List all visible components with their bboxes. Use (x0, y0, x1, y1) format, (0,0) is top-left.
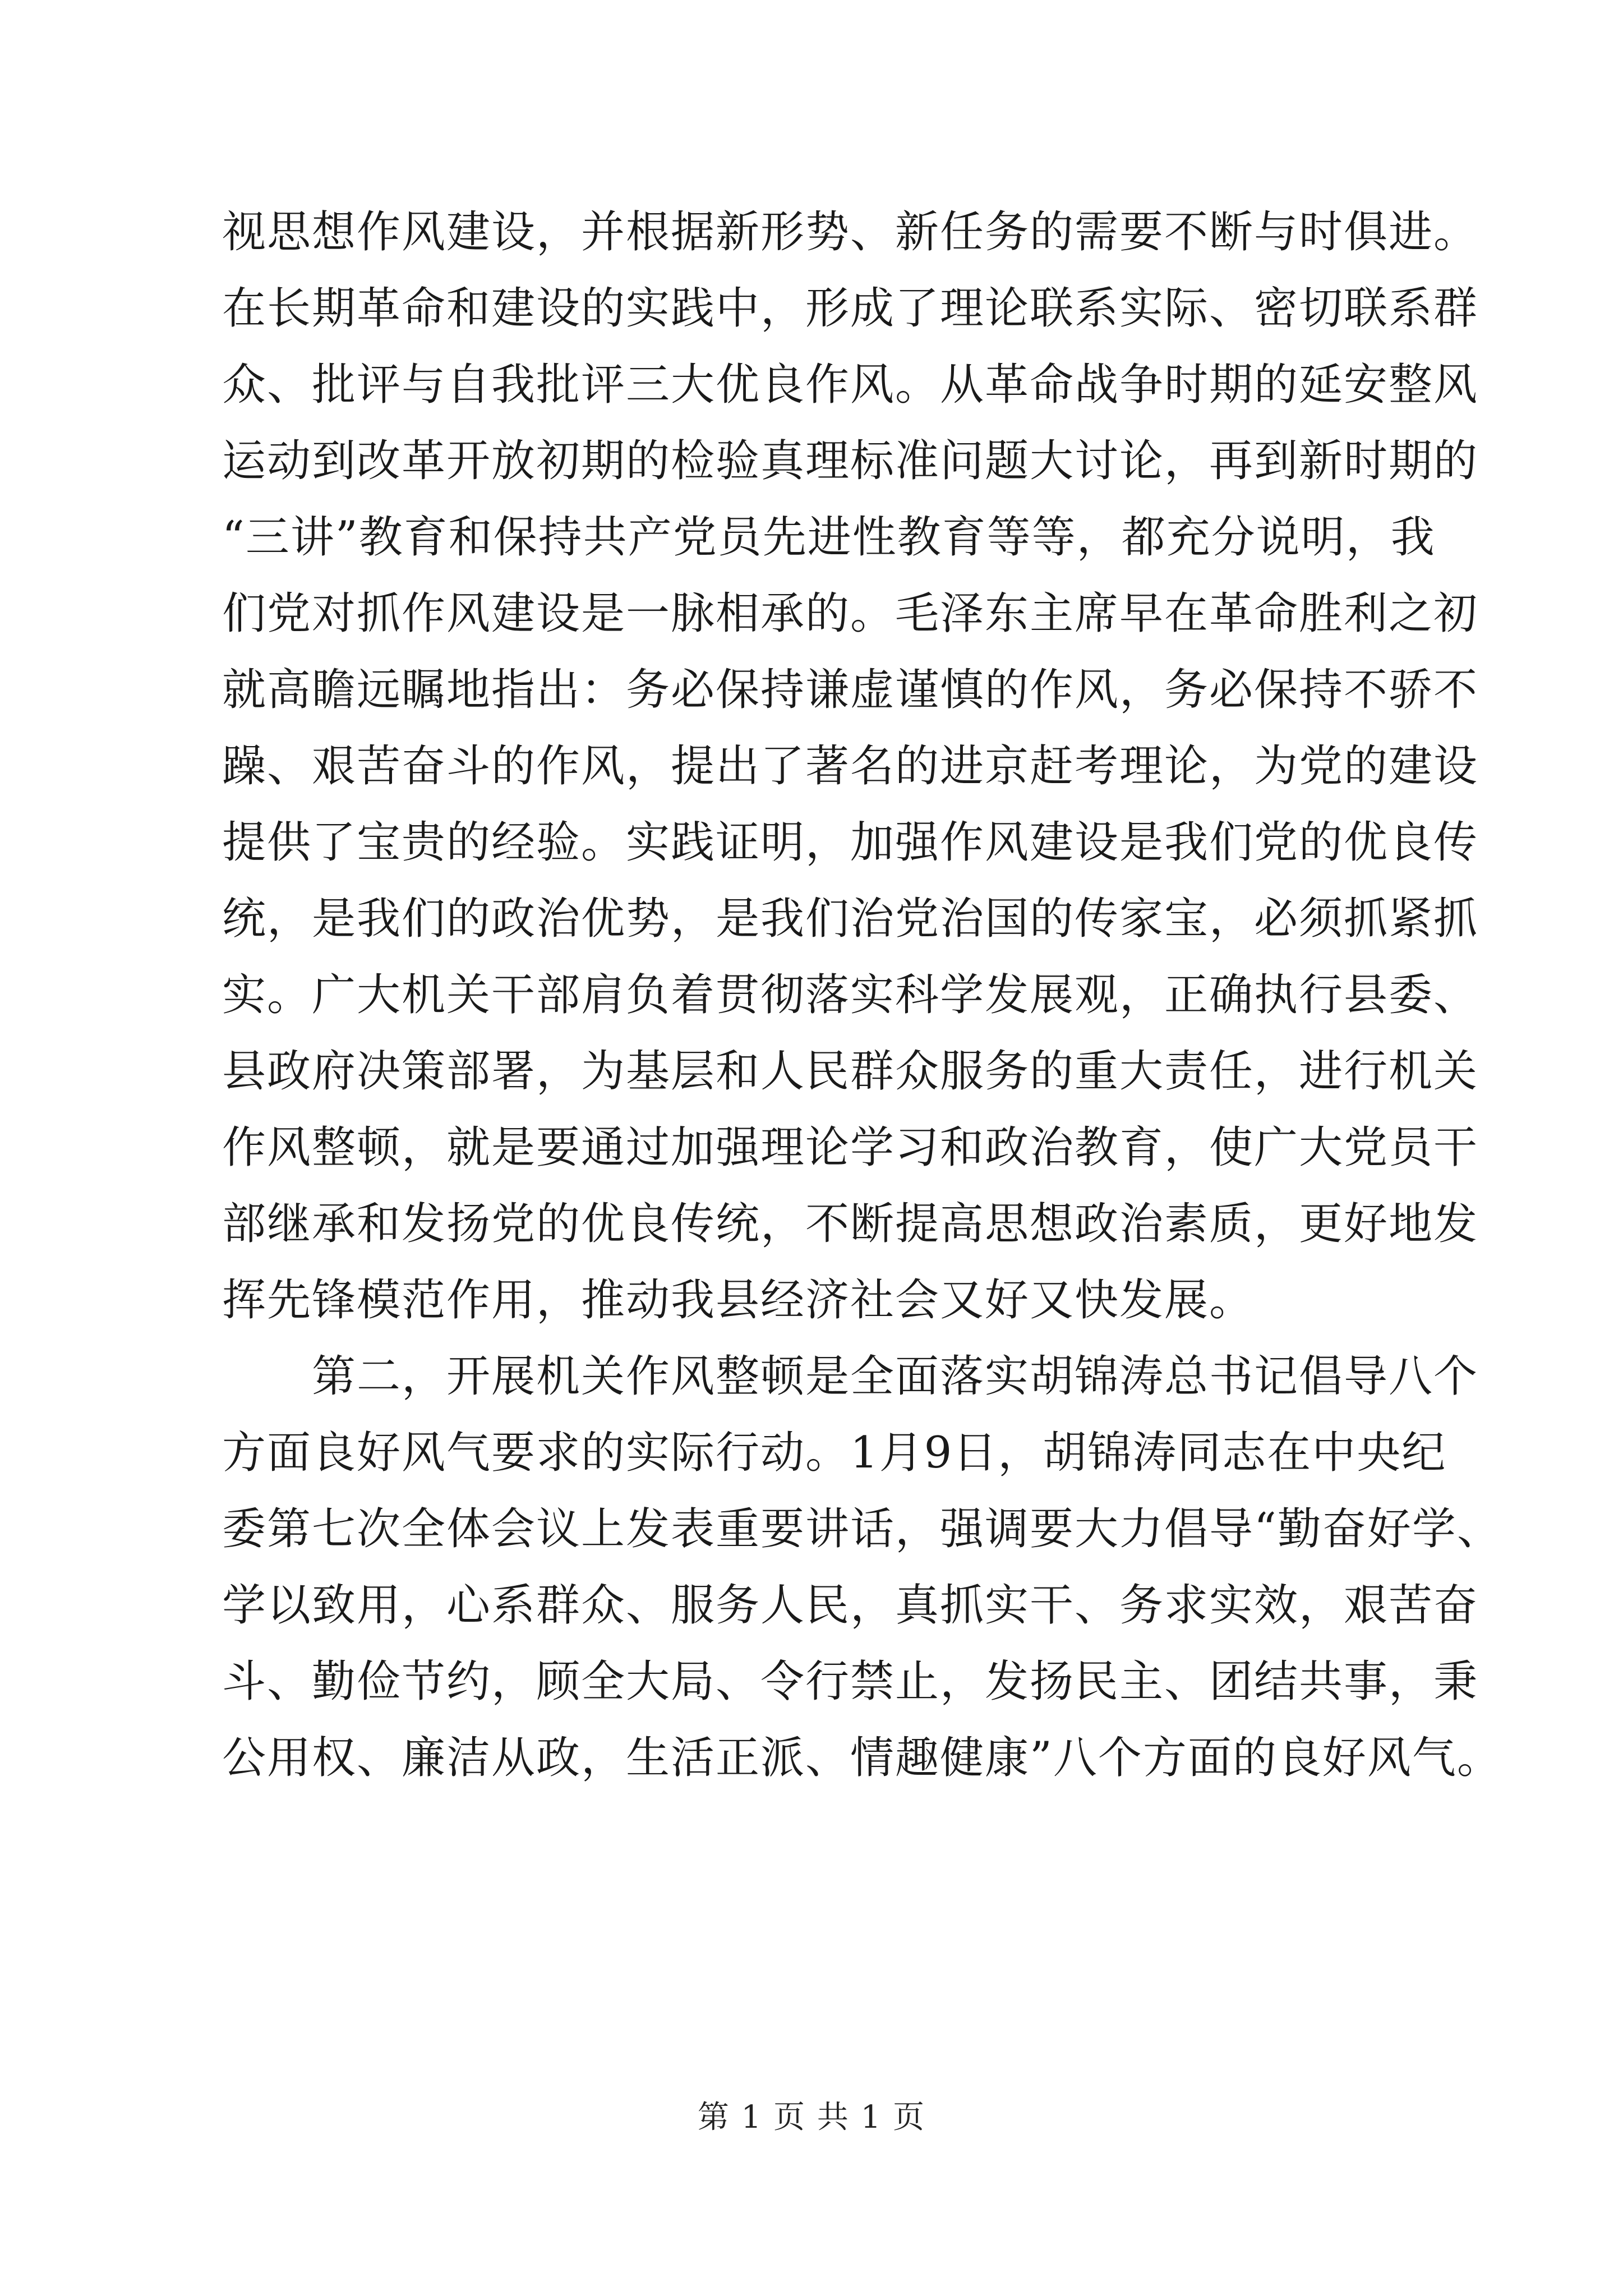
text-line: 就高瞻远瞩地指出：务必保持谦虚谨慎的作风，务必保持不骄不 (222, 665, 1479, 715)
paragraph-first-line: 第二，开展机关作风整顿是全面落实胡锦涛总书记倡导八个 (312, 1351, 1479, 1402)
text-line: 统，是我们的政治优势，是我们治党治国的传家宝，必须抓紧抓 (222, 894, 1479, 944)
text-line: 们党对抓作风建设是一脉相承的。毛泽东主席早在革命胜利之初 (222, 588, 1479, 639)
text-line: 作风整顿，就是要通过加强理论学习和政治教育，使广大党员干 (222, 1122, 1479, 1173)
text-line: 县政府决策部署，为基层和人民群众服务的重大责任，进行机关 (222, 1046, 1479, 1097)
text-line: 躁、艰苦奋斗的作风，提出了著名的进京赶考理论，为党的建设 (222, 741, 1479, 792)
text-line: 运动到改革开放初期的检验真理标准问题大讨论，再到新时期的 (222, 436, 1479, 486)
text-line: 斗、勤俭节约，顾全大局、令行禁止，发扬民主、团结共事，秉 (222, 1657, 1479, 1707)
text-line: 在长期革命和建设的实践中，形成了理论联系实际、密切联系群 (222, 283, 1479, 334)
text-line: 学以致用，心系群众、服务人民，真抓实干、务求实效，艰苦奋 (222, 1580, 1479, 1631)
text-line: 视思想作风建设，并根据新形势、新任务的需要不断与时俱进。 (222, 207, 1479, 257)
text-line: 委第七次全体会议上发表重要讲话，强调要大力倡导“勤奋好学、 (222, 1504, 1502, 1554)
text-line: 方面良好风气要求的实际行动。1月9日，胡锦涛同志在中央纪 (222, 1428, 1447, 1478)
text-line: 提供了宝贵的经验。实践证明，加强作风建设是我们党的优良传 (222, 817, 1479, 868)
text-line: 挥先锋模范作用，推动我县经济社会又好又快发展。 (222, 1275, 1255, 1326)
text-line: “三讲”教育和保持共产党员先进性教育等等，都充分说明，我 (222, 512, 1436, 563)
text-line: 众、批评与自我批评三大优良作风。从革命战争时期的延安整风 (222, 360, 1479, 410)
text-line: 实。广大机关干部肩负着贯彻落实科学发展观，正确执行县委、 (222, 970, 1479, 1020)
text-line: 部继承和发扬党的优良传统，不断提高思想政治素质，更好地发 (222, 1199, 1479, 1249)
page-number-footer: 第 1 页 共 1 页 (697, 2099, 926, 2136)
text-line: 公用权、廉洁从政，生活正派、情趣健康”八个方面的良好风气。 (222, 1733, 1502, 1783)
